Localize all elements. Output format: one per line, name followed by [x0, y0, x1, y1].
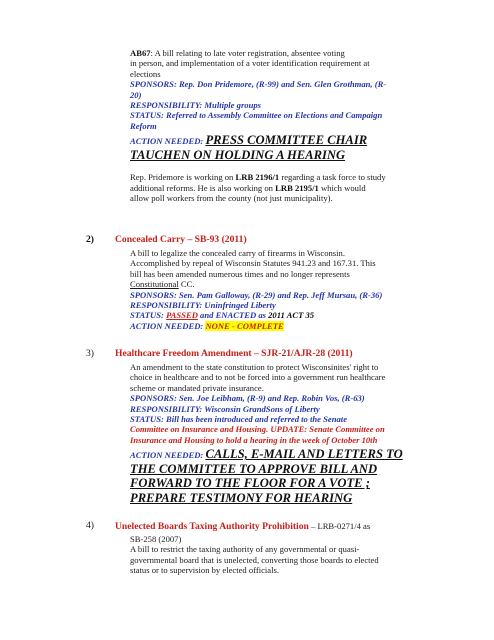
ab67-action-1: PRESS COMMITTEE CHAIR	[205, 133, 368, 148]
lrb-2196-ref: LRB 2196/1	[235, 172, 280, 183]
item-3-status-2: Committee on Insurance and Housing. UPDATE: Senate Committee on	[130, 424, 385, 435]
ab67-section	[130, 48, 460, 204]
item-3-title: Healthcare Freedom Amendment – SJR-21/AJR-28 (2011)	[115, 348, 353, 359]
item-2-number: 2)	[86, 234, 94, 245]
ab67-note-1	[130, 172, 460, 182]
item-3-status-1: STATUS: Bill has been introduced and referred to the Senate	[130, 414, 348, 425]
lrb-2195-ref: LRB 2195/1	[275, 182, 319, 193]
item-3-responsibility: RESPONSIBILITY: Wisconsin GrandSons of Liberty	[130, 403, 320, 414]
item-2-action	[130, 321, 460, 331]
ab67-desc-line-3: elections	[130, 68, 161, 79]
item-2-title: Concealed Carry – SB-93 (2011)	[115, 234, 247, 245]
item-2-desc-4	[130, 279, 460, 289]
ab67-note-2-rest: which would	[318, 182, 366, 193]
item-2-status-label: STATUS:	[130, 310, 167, 321]
item-3-desc-3: scheme or mandated private insurance.	[130, 382, 264, 393]
ab67-note-1-text: Rep. Pridemore is working on	[130, 172, 236, 183]
ab67-note-2	[130, 183, 460, 193]
item-4-section	[130, 534, 460, 576]
item-3-number: 3)	[86, 348, 94, 359]
item-2-desc-1: A bill to legalize the concealed carry of firearms in Wisconsin.	[130, 248, 345, 258]
item-2-desc-2: Accomplished by repeal of Wisconsin Statutes 941.23 and 167.31. This	[130, 258, 376, 269]
item-4-heading	[115, 520, 370, 533]
item-3-action-1: CALLS, E-MAIL AND LETTERS TO	[205, 447, 403, 462]
item-2-sponsors: SPONSORS: Sen. Pam Galloway, (R-29) and Rep. Jeff Mursau, (R-36)	[130, 289, 383, 300]
ab67-note-2-text: additional reforms. He is also working on	[130, 182, 276, 193]
item-3-action-line-1	[130, 447, 460, 462]
item-4-desc-2: governmental board that is unelected, converting those boards to elected	[130, 554, 379, 565]
item-2-passed: PASSED	[166, 310, 198, 321]
item-2-responsibility: RESPONSIBILITY: Uninfringed Liberty	[130, 300, 276, 311]
item-3-section	[130, 362, 460, 506]
ab67-status-2: Reform	[130, 120, 157, 131]
item-4-desc-3: status or to supervision by elected officials.	[130, 565, 280, 576]
item-3-sponsors: SPONSORS: Sen. Joe Leibham, (R-9) and Rep. Robin Vos, (R-63)	[130, 393, 365, 404]
ab67-action-2: TAUCHEN ON HOLDING A HEARING	[130, 147, 346, 162]
ab67-desc-line-2: in person, and implementation of a voter identification requirement at	[130, 58, 370, 69]
item-4-title: Unelected Boards Taxing Authority Prohibition	[115, 521, 309, 532]
ab67-sponsors-2: 20)	[130, 89, 142, 100]
item-2-status-mid: and ENACTED as	[197, 310, 269, 321]
constitutional-word: Constitutional	[130, 279, 179, 290]
item-2-desc-4-rest: CC.	[178, 279, 195, 290]
ab67-bill-number: AB67	[130, 48, 151, 58]
item-3-action-3: FORWARD TO THE FLOOR FOR A VOTE ;	[130, 476, 370, 491]
ab67-status-1: STATUS: Referred to Assembly Committee on Elections and Campaign	[130, 110, 383, 121]
ab67-responsibility: RESPONSIBILITY: Multiple groups	[130, 100, 262, 111]
item-3-action-label: ACTION NEEDED:	[130, 450, 206, 461]
item-2-action-label: ACTION NEEDED:	[130, 320, 206, 331]
item-3-action-2: THE COMMITTEE TO APPROVE BILL AND	[130, 461, 378, 476]
item-3-desc-1: An amendment to the state constitution to protect Wisconsinites' right to	[130, 362, 379, 372]
ab67-note-3: allow poll workers from the county (not just municipality).	[130, 193, 333, 204]
item-4-title-suffix: – LRB-0271/4 as	[308, 521, 371, 531]
ab67-action-label: ACTION NEEDED:	[130, 136, 204, 147]
item-4-sub: SB-258 (2007)	[130, 534, 182, 544]
item-2-action-value: NONE - COMPLETE	[205, 320, 284, 331]
ab67-desc-1: : A bill relating to late voter registration, absentee voting	[150, 48, 345, 58]
item-4-desc-1: A bill to restrict the taxing authority of any governmental or quasi-	[130, 544, 360, 555]
item-2-desc-3: bill has been amended numerous times and no longer represents	[130, 268, 350, 279]
item-2-section	[130, 248, 460, 331]
item-2-status	[130, 310, 460, 320]
item-3-action-4: PREPARE TESTIMONY FOR HEARING	[130, 491, 353, 506]
item-3-status-3: Insurance and Housing to hold a hearing in the week of October 10th	[130, 434, 378, 445]
ab67-action-line-1	[130, 133, 460, 148]
ab67-note-1-rest: regarding a task force to study	[279, 172, 386, 183]
ab67-sponsors-1: SPONSORS: Rep. Don Pridemore, (R-99) and Sen. Glen Grothman, (R-	[130, 79, 387, 90]
ab67-desc-line-1	[130, 48, 460, 58]
item-3-desc-2: choice in healthcare and to not be forced into a government run healthcare	[130, 372, 386, 383]
item-4-number: 4)	[86, 520, 94, 531]
item-2-act: 2011 ACT 35	[268, 310, 315, 321]
